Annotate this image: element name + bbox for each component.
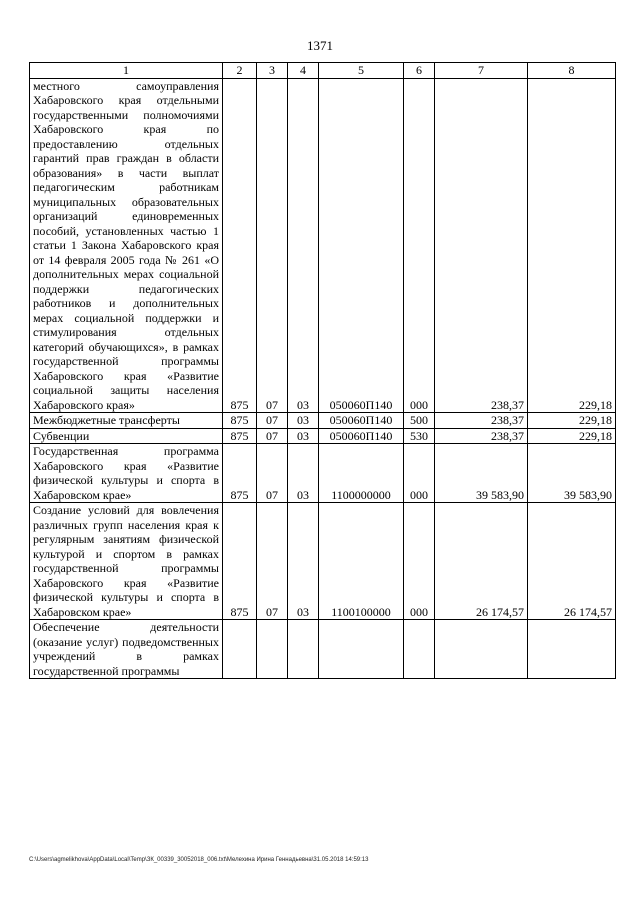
cell-expense-type: 000 [404,444,435,503]
cell-subsection: 03 [288,428,319,444]
row-description: местного самоуправления Хабаровского края отдельными государственными полномочиями Хабаровского края по предоставлению отдельных гарантий прав граждан в области образования» в части выплат педагогическим работникам муниципальных образовательных организаций единовременных пособий, установленных частью 1 статьи 1 Закона Хабаровского края от 14 февраля 2005 года № 261 «О дополнительных мерах социальной поддержки педагогических работников и дополнительных мерах социальной поддержки и стимулирования отдельных категорий обучающихся», в рамках государственной программы Хабаровского края «Развитие социальной защиты населения Хабаровского края» [30,78,223,413]
cell-amount-2: 26 174,57 [528,503,616,620]
cell-section: 07 [257,78,288,413]
cell-amount-2 [528,620,616,679]
table-row [30,620,616,679]
column-header: 6 [404,63,435,79]
cell-expense-type [404,620,435,679]
cell-expense-type: 530 [404,428,435,444]
header-row [30,63,616,79]
row-description: Создание условий для вовлечения различных групп населения края к регулярным занятиям физической культурой и спортом в рамках государственной программы Хабаровского края «Развитие физической культуры и спорта в Хабаровском крае» [30,503,223,620]
row-description: Межбюджетные трансферты [30,413,223,429]
column-header: 7 [435,63,528,79]
table-row [30,428,616,444]
budget-table [29,62,616,679]
table-row [30,444,616,503]
cell-subsection: 03 [288,503,319,620]
cell-section: 07 [257,503,288,620]
column-header: 4 [288,63,319,79]
cell-subsection: 03 [288,444,319,503]
cell-target-article: 050060П140 [319,413,404,429]
cell-amount-1: 238,37 [435,78,528,413]
cell-expense-type: 000 [404,78,435,413]
column-header: 8 [528,63,616,79]
cell-expense-type: 000 [404,503,435,620]
cell-target-article [319,620,404,679]
cell-section: 07 [257,444,288,503]
cell-amount-2: 229,18 [528,428,616,444]
cell-ministry [223,620,257,679]
cell-target-article: 050060П140 [319,78,404,413]
table-row [30,78,616,413]
cell-target-article: 050060П140 [319,428,404,444]
cell-ministry: 875 [223,503,257,620]
cell-ministry: 875 [223,78,257,413]
table-row [30,503,616,620]
cell-expense-type: 500 [404,413,435,429]
cell-ministry: 875 [223,413,257,429]
row-description: Обеспечение деятельности (оказание услуг) подведомственных учреждений в рамках государственной программы [30,620,223,679]
column-header: 3 [257,63,288,79]
cell-amount-1 [435,620,528,679]
cell-target-article: 1100100000 [319,503,404,620]
column-header: 1 [30,63,223,79]
file-path-footer: C:\Users\agmelikhova\AppData\Local\Temp\ЗК_00339_30052018_006.txt\Мелехина Ирина Геннадьевна\31.05.2018 14:59:13 [29,857,369,863]
row-description: Субвенции [30,428,223,444]
cell-ministry: 875 [223,428,257,444]
column-header: 5 [319,63,404,79]
cell-amount-1: 39 583,90 [435,444,528,503]
cell-subsection [288,620,319,679]
cell-amount-2: 229,18 [528,413,616,429]
cell-section: 07 [257,413,288,429]
cell-section [257,620,288,679]
cell-amount-2: 229,18 [528,78,616,413]
cell-section: 07 [257,428,288,444]
cell-amount-1: 238,37 [435,428,528,444]
cell-target-article: 1100000000 [319,444,404,503]
table-row [30,413,616,429]
cell-amount-1: 26 174,57 [435,503,528,620]
row-description: Государственная программа Хабаровского края «Развитие физической культуры и спорта в Хабаровском крае» [30,444,223,503]
column-header: 2 [223,63,257,79]
cell-amount-2: 39 583,90 [528,444,616,503]
cell-subsection: 03 [288,78,319,413]
cell-ministry: 875 [223,444,257,503]
page-number: 1371 [307,38,333,53]
cell-amount-1: 238,37 [435,413,528,429]
cell-subsection: 03 [288,413,319,429]
